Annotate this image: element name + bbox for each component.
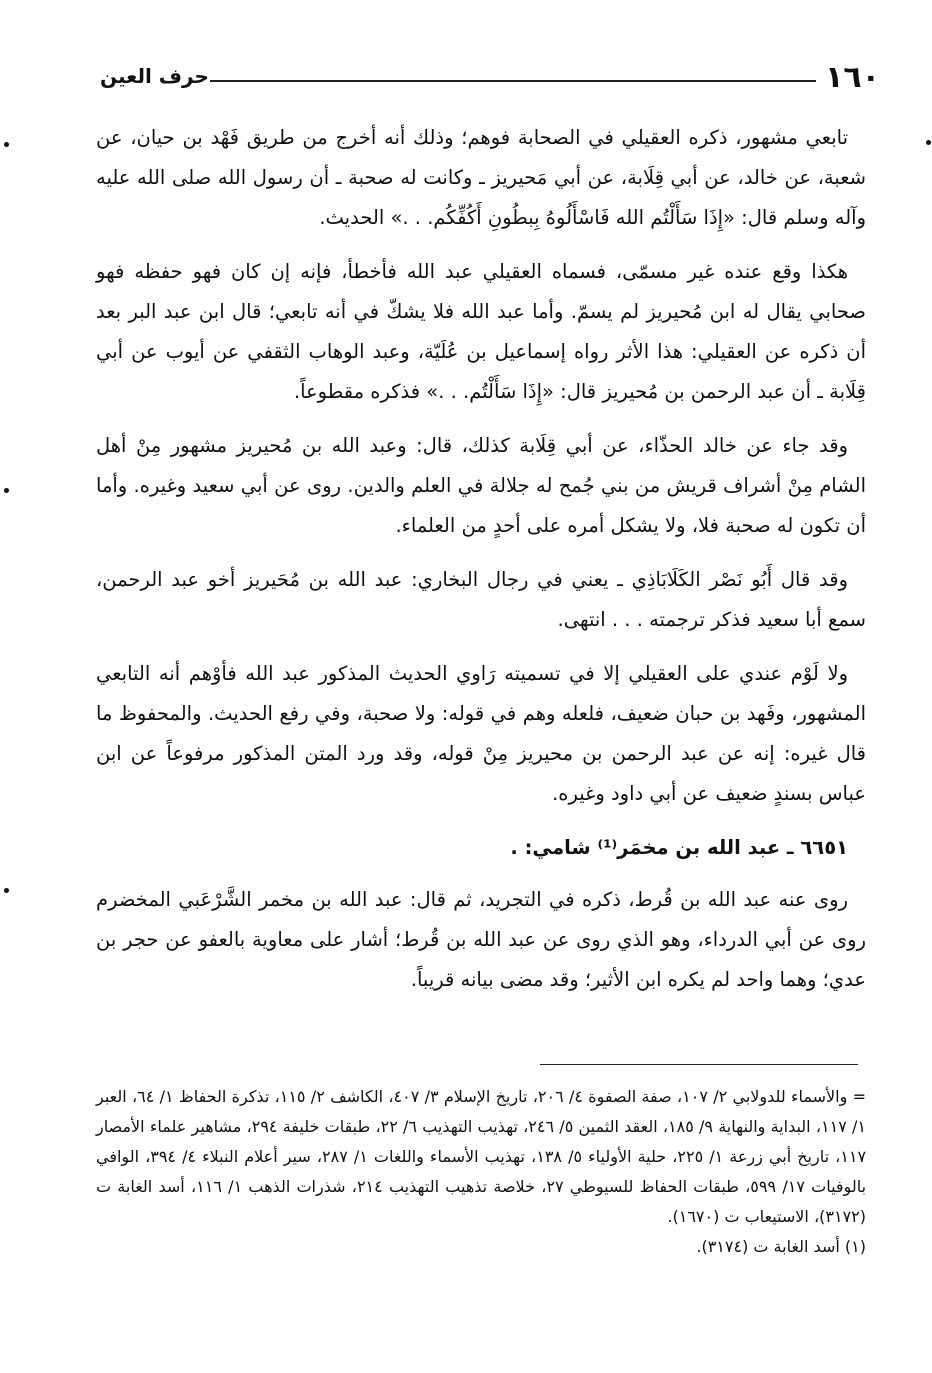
footnote-divider — [540, 1064, 858, 1065]
paragraph: تابعي مشهور، ذكره العقيلي في الصحابة فوهم؛ وذلك أنه أخرج من طريق فَهْد بن حيان، عن شعبة، عن خالد، عن أبي قِلَابة، عن أبي مَحيريز ـ وكانت له صحبة ـ أن رسول الله صلى الله عليه وآله وسلم قال: «إِذَا سَأَلْتُم الله فَاسْأَلُوهُ بِبطُونِ أَكُفِّكُم. . .» الحديث. — [96, 126, 866, 229]
paragraph: ولا لَوْم عندي على العقيلي إلا في تسميته رَاوي الحديث المذكور عبد الله فأوْهم أنه التابعي المشهور، وفَهد بن حبان ضعيف، فلعله وهم في قوله: ولا صحبة، وفي رفع الحديث. والمحفوظ ما قال غيره: إنه عن عبد الرحمن بن محيريز مِنْ قوله، وقد ورد المتن المذكور مرفوعاً عن ابن عباس بسندٍ ضعيف عن أبي داود وغيره. — [96, 662, 866, 805]
margin-dot — [4, 888, 9, 893]
paragraph: هكذا وقع عنده غير مسمّى، فسماه العقيلي عبد الله فأخطأ، فإنه إن كان فهو حفظه فهو صحابي يقال له ابن مُحيريز لم يسمّ. وأما عبد الله فلا يشكّ في أنه تابعي؛ قال ابن عبد البر بعد أن ذكره عن العقيلي: هذا الأثر رواه إسماعيل بن عُلَيّة، وعبد الوهاب الثقفي عن أيوب عن أبي قِلَابة ـ أن عبد الرحمن بن مُحيريز قال: «إِذَا سَأَلْتُم. . .» فذكره مقطوعاً. — [96, 260, 866, 403]
footnotes — [96, 1082, 866, 1262]
footnote-continuation: = والأسماء للدولابي ٢/ ١٠٧، صفة الصفوة ٤/ ٢٠٦، تاريخ الإسلام ٣/ ٤٠٧، الكاشف ٢/ ١١٥، تذكرة الحفاظ ١/ ٦٤، العبر ١/ ١١٧، البداية والنهاية ٩/ ١٨٥، العقد الثمين ٥/ ٢٤٦، تهذيب التهذيب ٦/ ٢٢، طبقات خليفة ٢٩٤، مشاهير علماء الأمصار ١١٧، تاريخ أبي زرعة ١/ ٢٢٥، حلية الأولياء ٥/ ١٣٨، تهذيب الأسماء واللغات ١/ ٢٨٧، سير أعلام النبلاء ٤/ ٣٩٤، الوافي بالوفيات ١٧/ ٥٩٩، طبقات الحفاظ للسيوطي ٢٧، خلاصة تذهيب التهذيب ٢١٤، شذرات الذهب ١/ ١١٦، أسد الغابة ت (٣١٧٢)، الاستيعاب ت (١٦٧٠). — [96, 1087, 867, 1226]
main-text — [96, 118, 866, 1014]
margin-dot — [4, 488, 9, 493]
entry-paragraph: روى عنه عبد الله بن قُرط، ذكره في التجريد، ثم قال: عبد الله بن مخمر الشَّرْعَبي المخضرم روى عن أبي الدرداء، وهو الذي روى عن عبد الله بن قُرط؛ أشار على معاوية بالعفو عن حجر بن عدي؛ وهما واحد لم يكره ابن الأثير؛ وقد مضى بيانه قريباً. — [96, 888, 866, 991]
page-number: ١٦٠ — [825, 60, 880, 95]
entry-heading: ٦٦٥١ ـ عبد الله بن مخمَر⁽¹⁾ شامي: . — [510, 836, 848, 859]
footnote-1: (١) أسد الغابة ت (٣١٧٤). — [696, 1237, 866, 1256]
margin-dot — [4, 142, 9, 147]
paragraph: وقد قال أَبُو نَصْر الكَلَابَاذِي ـ يعني في رجال البخاري: عبد الله بن مُحَيريز أخو عبد الرحمن، سمع أبا سعيد فذكر ترجمته . . . انتهى. — [96, 568, 866, 631]
page-header — [100, 58, 880, 104]
running-title: حرف العين — [100, 64, 209, 88]
paragraph: وقد جاء عن خالد الحذّاء، عن أبي قِلَابة كذلك، قال: وعبد الله بن مُحيريز مشهور مِنْ أهل الشام مِنْ أشراف قريش من بني جُمح له جلالة في العلم والدين. روى عن أبي سعيد وغيره. وأما أن تكون له صحبة فلا، ولا يشكل أمره على أحدٍ من العلماء. — [96, 434, 866, 537]
header-rule — [210, 80, 816, 82]
margin-dot — [926, 140, 931, 145]
